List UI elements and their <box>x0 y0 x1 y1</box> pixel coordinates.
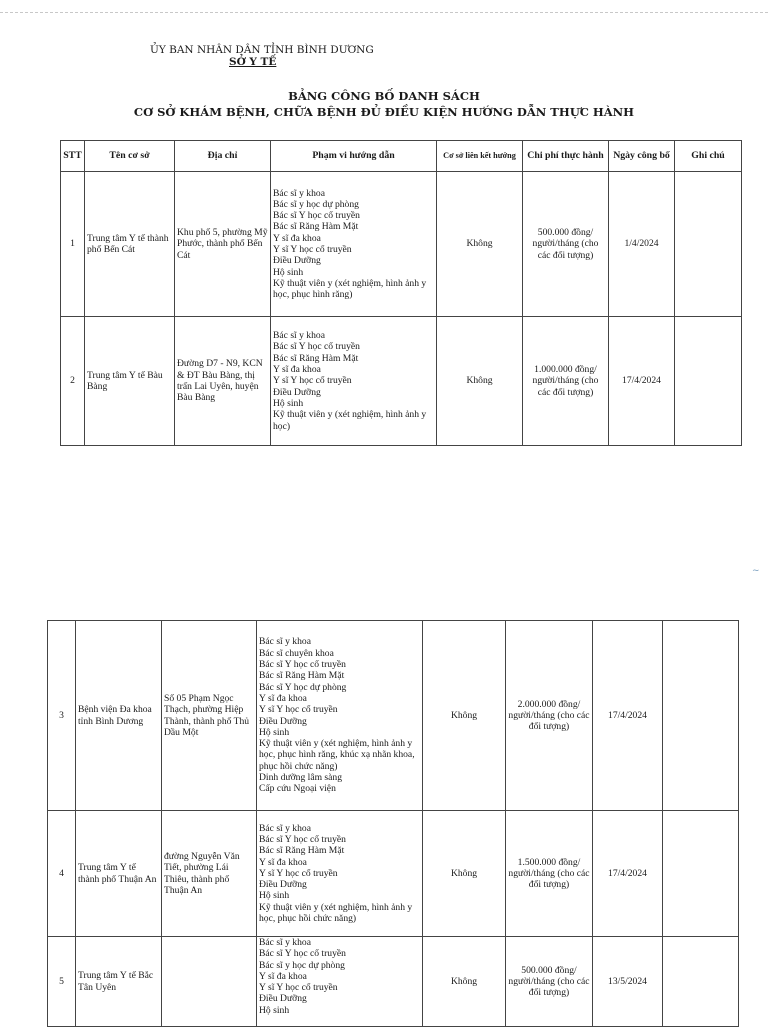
table-row <box>48 811 739 937</box>
cell-linked: Không <box>423 621 506 811</box>
table-row <box>48 621 739 811</box>
table-header-row <box>61 141 742 172</box>
cell-fee: 500.000 đồng/ người/tháng (cho các đối tượng) <box>506 937 593 1027</box>
cell-linked: Không <box>423 811 506 937</box>
cell-scope <box>271 172 437 317</box>
cell-name: Trung tâm Y tế Bắc Tân Uyên <box>76 937 162 1027</box>
cell-note <box>663 937 739 1027</box>
col-header-name: Tên cơ sở <box>85 141 175 172</box>
table-row <box>61 317 742 446</box>
page-top-edge <box>0 12 768 13</box>
cell-name: Trung tâm Y tế thành phố Thuận An <box>76 811 162 937</box>
cell-linked: Không <box>423 937 506 1027</box>
cell-fee: 1.500.000 đồng/ người/tháng (cho các đối tượng) <box>506 811 593 937</box>
cell-address: Số 05 Phạm Ngọc Thạch, phường Hiệp Thành, thành phố Thủ Dầu Một <box>162 621 257 811</box>
cell-address: Khu phố 5, phường Mỹ Phước, thành phố Bến Cát <box>175 172 271 317</box>
col-header-date: Ngày công bố <box>609 141 675 172</box>
scope-list: Bác sĩ y khoa Bác sĩ Y học cổ truyền Bác sĩ Răng Hàm Mặt Y sĩ đa khoa Y sĩ Y học cổ truyền Điều Dưỡng Hộ sinh Kỹ thuật viên y (xét nghiệm, hình ảnh y học) <box>273 330 427 432</box>
cell-fee: 500.000 đồng/ người/tháng (cho các đối tượng) <box>523 172 609 317</box>
cell-fee: 2.000.000 đồng/ người/tháng (cho các đối tượng) <box>506 621 593 811</box>
col-header-address: Địa chỉ <box>175 141 271 172</box>
scan-mark: ~ <box>752 566 760 576</box>
cell-name: Bệnh viện Đa khoa tỉnh Bình Dương <box>76 621 162 811</box>
scope-list: Bác sĩ y khoa Bác sĩ chuyên khoa Bác sĩ Y học cổ truyền Bác sĩ Răng Hàm Mặt Bác sĩ Y học dự phòng Y sĩ đa khoa Y sĩ Y học cổ truyền Điều Dưỡng Hộ sinh Kỹ thuật viên y (xét nghiệm, hình ảnh y học, phục hình răng, khúc xạ nhãn khoa, phục hồi chức năng) Dinh dưỡng lâm sàng Cấp cứu Ngoại viện <box>259 636 415 795</box>
table-row <box>48 937 739 1027</box>
scope-list: Bác sĩ y khoa Bác sĩ Y học cổ truyền Bác sĩ Răng Hàm Mặt Y sĩ đa khoa Y sĩ Y học cổ truyền Điều Dưỡng Hộ sinh Kỹ thuật viên y (xét nghiệm, hình ảnh y học, phục hồi chức năng) <box>259 822 413 925</box>
cell-date: 17/4/2024 <box>593 811 663 937</box>
cell-address <box>162 937 257 1027</box>
cell-date: 17/4/2024 <box>609 317 675 446</box>
org-department: SỞ Y TẾ <box>229 56 277 68</box>
cell-date: 1/4/2024 <box>609 172 675 317</box>
col-header-scope: Phạm vi hướng dẫn <box>271 141 437 172</box>
cell-stt: 2 <box>61 317 85 446</box>
cell-date: 17/4/2024 <box>593 621 663 811</box>
cell-linked: Không <box>437 317 523 446</box>
cell-name: Trung tâm Y tế thành phố Bến Cát <box>85 172 175 317</box>
cell-date: 13/5/2024 <box>593 937 663 1027</box>
cell-address: đường Nguyễn Văn Tiết, phường Lái Thiêu, thành phố Thuận An <box>162 811 257 937</box>
cell-scope <box>271 317 437 446</box>
scope-list: Bác sĩ y khoa Bác sĩ y học dự phòng Bác sĩ Y học cổ truyền Bác sĩ Răng Hàm Mặt Y sĩ đa khoa Y sĩ Y học cổ truyền Điều Dưỡng Hộ sinh Kỹ thuật viên y (xét nghiệm, hình ảnh y học, phục hình răng) <box>273 187 427 301</box>
col-header-note: Ghi chú <box>675 141 742 172</box>
cell-stt: 4 <box>48 811 76 937</box>
col-header-linked: Cơ sở liên kết hướng <box>437 141 523 172</box>
facility-table-page-2 <box>47 620 739 1027</box>
cell-note <box>663 811 739 937</box>
cell-name: Trung tâm Y tế Bàu Bàng <box>85 317 175 446</box>
col-header-fee: Chi phí thực hành <box>523 141 609 172</box>
cell-linked: Không <box>437 172 523 317</box>
cell-note <box>675 172 742 317</box>
cell-stt: 5 <box>48 937 76 1027</box>
cell-fee: 1.000.000 đồng/ người/tháng (cho các đối tượng) <box>523 317 609 446</box>
document-subtitle: CƠ SỞ KHÁM BỆNH, CHỮA BỆNH ĐỦ ĐIỀU KIỆN HƯỚNG DẪN THỰC HÀNH <box>133 105 635 119</box>
scope-list: Bác sĩ y khoa Bác sĩ Y học cổ truyền Bác sĩ y học dự phòng Y sĩ đa khoa Y sĩ Y học cổ truyền Điều Dưỡng Hộ sinh <box>259 937 346 1016</box>
facility-table-page-1 <box>60 140 742 446</box>
cell-scope <box>257 621 423 811</box>
cell-scope <box>257 811 423 937</box>
cell-note <box>675 317 742 446</box>
org-name: ỦY BAN NHÂN DÂN TỈNH BÌNH DƯƠNG <box>150 44 374 56</box>
cell-address: Đường D7 - N9, KCN & ĐT Bàu Bàng, thị trấn Lai Uyên, huyện Bàu Bàng <box>175 317 271 446</box>
document-title: BẢNG CÔNG BỐ DANH SÁCH <box>288 89 480 103</box>
cell-scope <box>257 937 423 1027</box>
col-header-stt: STT <box>61 141 85 172</box>
cell-stt: 3 <box>48 621 76 811</box>
cell-note <box>663 621 739 811</box>
table-row <box>61 172 742 317</box>
cell-stt: 1 <box>61 172 85 317</box>
